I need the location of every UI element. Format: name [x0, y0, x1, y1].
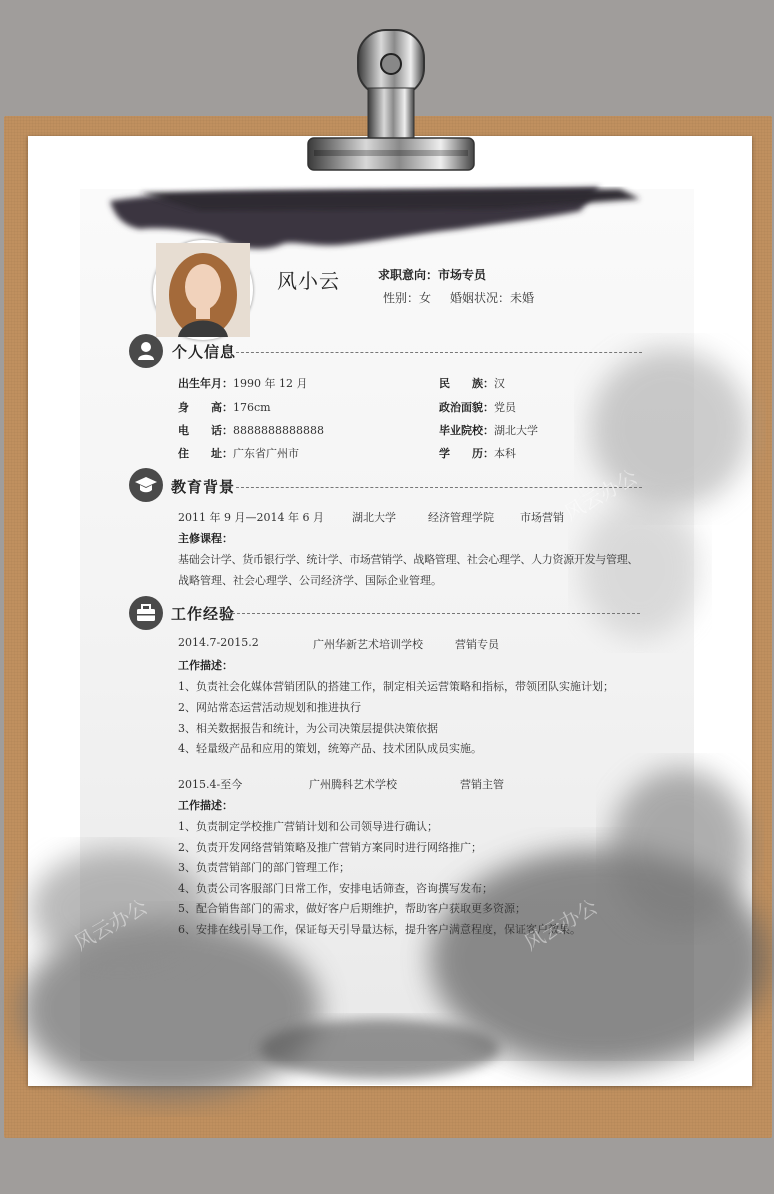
courses-line-1: 基础会计学、货币银行学、统计学、市场营销学、战略管理、社会心理学、人力资源开发与管理、	[178, 553, 639, 566]
watermark: 风云办公	[520, 894, 602, 956]
watermark: 风云办公	[70, 894, 152, 956]
job-company: 广州华新艺术培训学校	[313, 638, 423, 651]
info-political: 政治面貌：党员	[439, 401, 516, 414]
edu-college: 经济管理学院	[428, 511, 494, 524]
job-role: 营销主管	[460, 778, 504, 791]
person-icon	[129, 334, 163, 368]
courses-line-2: 战略管理、社会心理学、公司经济学、国际企业管理。	[178, 574, 442, 587]
resume-page	[70, 189, 694, 1061]
graduation-cap-icon	[129, 468, 163, 502]
edu-school: 湖北大学	[352, 511, 396, 524]
job-role: 营销专员	[455, 638, 499, 651]
divider	[232, 613, 640, 614]
candidate-name: 风小云	[277, 269, 340, 293]
courses-label: 主修课程：	[178, 532, 233, 545]
edu-period: 2011 年 9 月—2014 年 6 月	[178, 511, 324, 524]
job-intent-value: 市场专员	[438, 268, 487, 282]
section-title-work: 工作经验	[171, 605, 236, 623]
job-desc-item: 1、负责制定学校推广营销计划和公司领导进行确认；	[178, 820, 438, 833]
gender: 性别：女	[383, 291, 432, 305]
divider	[236, 352, 642, 353]
job-period: 2014.7-2015.2	[178, 636, 259, 649]
info-address: 住 址：广东省广州市	[178, 447, 299, 460]
info-height: 身 高：176cm	[178, 401, 271, 414]
edu-major: 市场营销	[520, 511, 564, 524]
watermark: 风云办公	[560, 464, 642, 526]
info-degree: 学 历：本科	[439, 447, 516, 460]
section-title-personal: 个人信息	[172, 343, 237, 361]
job-company: 广州腾科艺术学校	[309, 778, 397, 791]
job-desc-item: 2、网站常态运营活动规划和推进执行	[178, 701, 361, 714]
job-desc-label: 工作描述：	[178, 659, 233, 672]
section-title-education: 教育背景	[171, 478, 236, 496]
job-desc-item: 5、配合销售部门的需求，做好客户后期维护，帮助客户获取更多资源；	[178, 902, 526, 915]
job-desc-item: 2、负责开发网络营销策略及推广营销方案同时进行网络推广；	[178, 841, 482, 854]
info-school: 毕业院校：湖北大学	[439, 424, 538, 437]
info-ethnicity: 民 族：汉	[439, 377, 505, 390]
profile-photo	[153, 240, 253, 340]
job-desc-item: 3、相关数据报告和统计，为公司决策层提供决策依据	[178, 722, 438, 735]
job-intent	[378, 266, 486, 283]
binder-clip-icon	[300, 26, 478, 176]
job-desc-item: 4、轻量级产品和应用的策划，统筹产品、技术团队成员实施。	[178, 742, 482, 755]
job-desc-label: 工作描述：	[178, 799, 233, 812]
job-desc-item: 4、负责公司客服部门日常工作，安排电话筛查，咨询撰写发布；	[178, 882, 493, 895]
marital-status: 婚姻状况：未婚	[450, 291, 535, 305]
briefcase-icon	[129, 596, 163, 630]
info-phone: 电 话：8888888888888	[178, 424, 324, 437]
job-desc-item: 6、安排在线引导工作，保证每天引导量达标，提升客户满意程度，保证客户效果。	[178, 923, 581, 936]
job-desc-item: 1、负责社会化媒体营销团队的搭建工作，制定相关运营策略和指标，带领团队实施计划；	[178, 680, 614, 693]
job-period: 2015.4-至今	[178, 778, 243, 791]
info-birth: 出生年月：1990 年 12 月	[178, 377, 308, 390]
job-desc-item: 3、负责营销部门的部门管理工作；	[178, 861, 350, 874]
job-intent-label: 求职意向：	[378, 268, 439, 282]
